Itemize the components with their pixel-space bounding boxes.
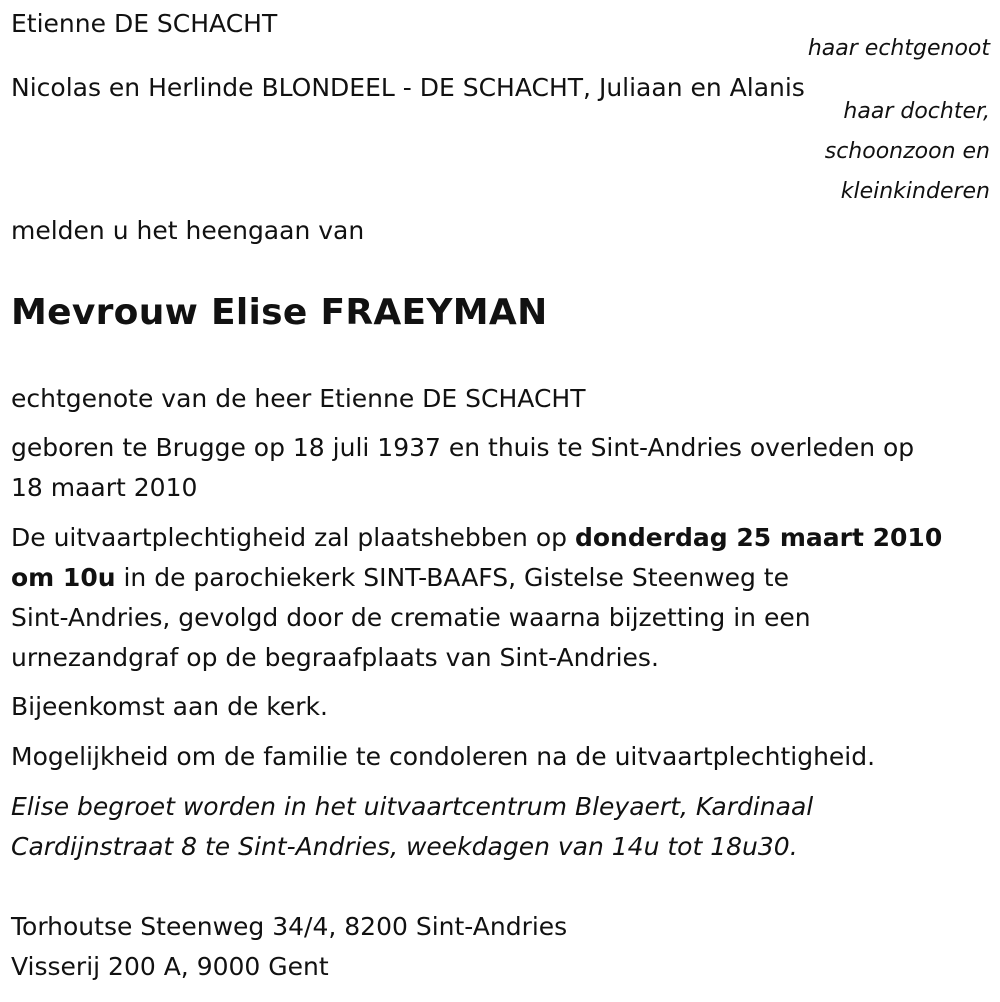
birth-death-line-2: 18 maart 2010 <box>11 473 198 502</box>
funeral-date: donderdag 25 maart 2010 <box>574 523 943 552</box>
birth-death-line-1: geboren te Brugge op 18 juli 1937 en thuis te Sint-Andries overleden op <box>11 433 915 462</box>
funeral-line-4: urnezandgraf op de begraafplaats van Sint-Andries. <box>11 643 659 672</box>
funeral-location: in de parochiekerk SINT-BAAFS, Gistelse Steenweg te <box>115 563 789 592</box>
funeral-intro: De uitvaartplechtigheid zal plaatshebben op <box>11 523 575 552</box>
visitation-line-1: Elise begroet worden in het uitvaartcentrum Bleyaert, Kardinaal <box>11 792 814 821</box>
funeral-time: om 10u <box>11 563 116 592</box>
family-member-children: Nicolas en Herlinde BLONDEEL - DE SCHACHT, Juliaan en Alanis <box>11 73 805 102</box>
relation-children-line-3: kleinkinderen <box>840 179 990 204</box>
funeral-line-3: Sint-Andries, gevolgd door de crematie waarna bijzetting in een <box>11 603 811 632</box>
relation-spouse: haar echtgenoot <box>807 36 990 61</box>
condolences-text: Mogelijkheid om de familie te condoleren na de uitvaartplechtigheid. <box>11 742 876 771</box>
spouse-line: echtgenote van de heer Etienne DE SCHACHT <box>11 384 586 413</box>
relation-children-line-1: haar dochter, <box>843 99 990 124</box>
funeral-line-1 <box>11 523 942 553</box>
deceased-name: Mevrouw Elise FRAEYMAN <box>11 292 548 333</box>
address-1: Torhoutse Steenweg 34/4, 8200 Sint-Andries <box>11 912 568 941</box>
visitation-line-2: Cardijnstraat 8 te Sint-Andries, weekdagen van 14u tot 18u30. <box>11 832 798 861</box>
relation-children-line-2: schoonzoon en <box>824 139 990 164</box>
funeral-line-2 <box>11 563 789 593</box>
address-2: Visserij 200 A, 9000 Gent <box>11 952 329 981</box>
gathering-text: Bijeenkomst aan de kerk. <box>11 692 328 721</box>
announcement-text: melden u het heengaan van <box>11 216 365 245</box>
family-member-spouse: Etienne DE SCHACHT <box>11 9 278 38</box>
